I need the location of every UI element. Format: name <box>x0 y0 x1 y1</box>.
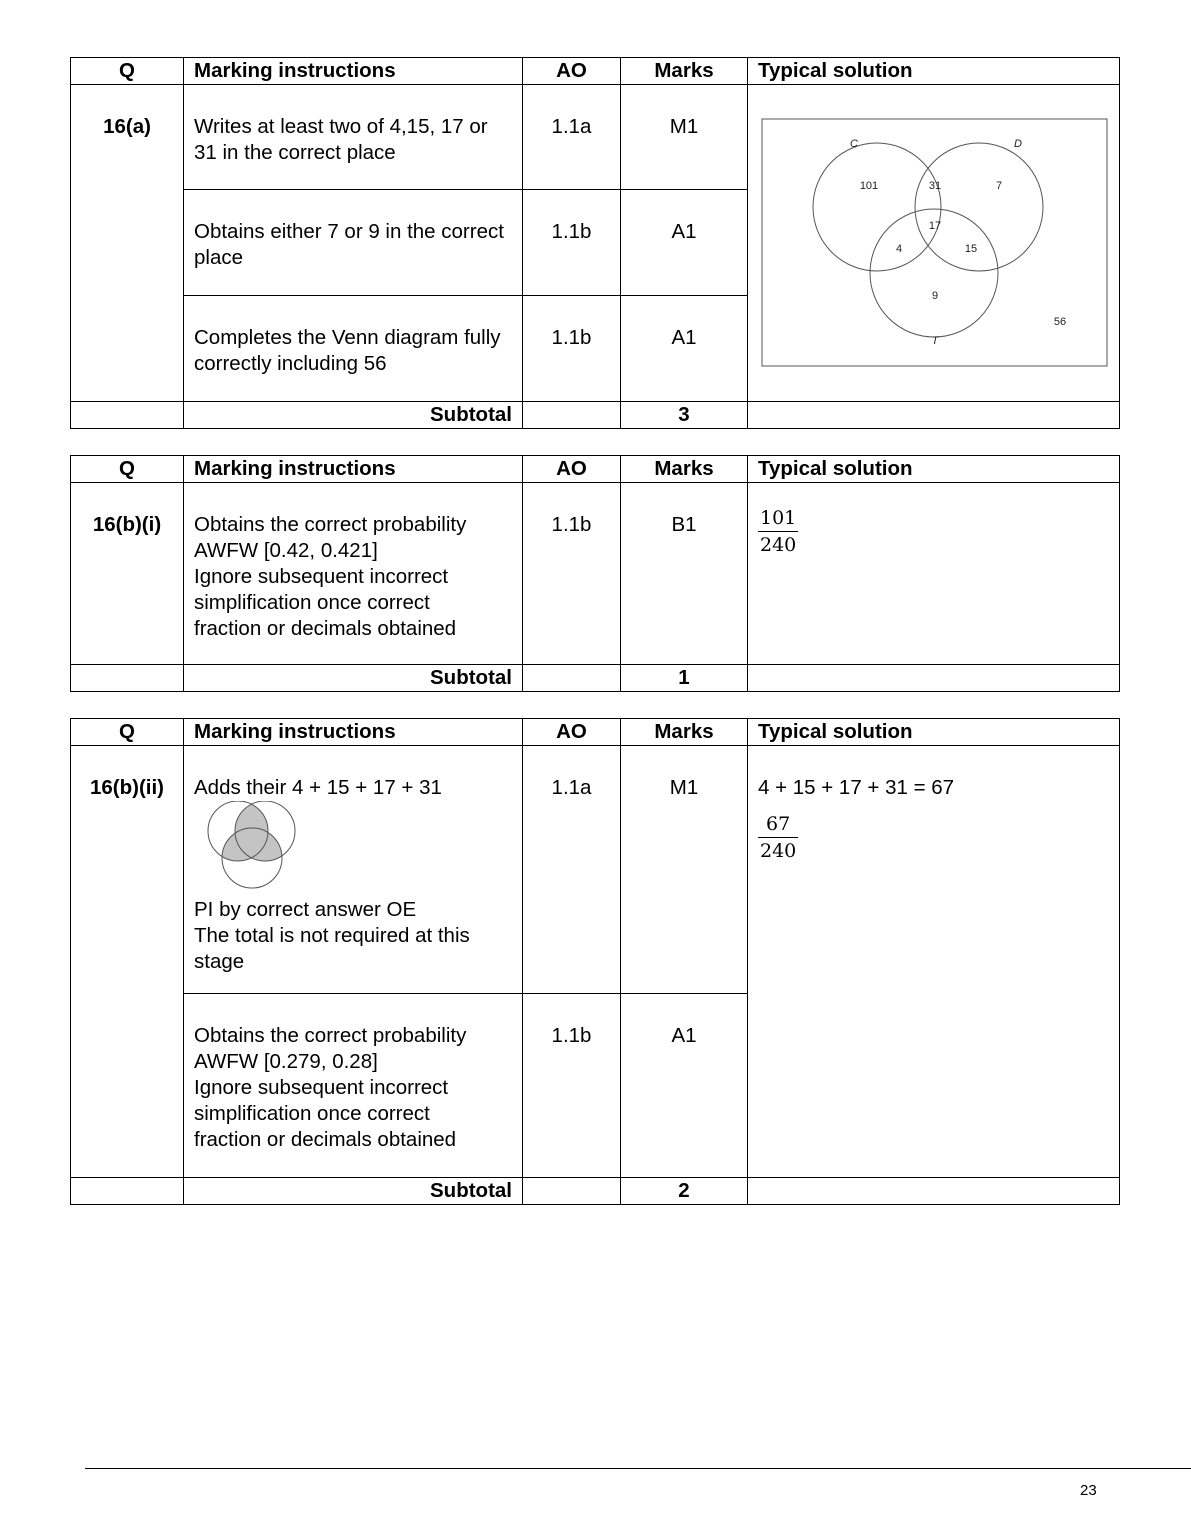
question-number: 16(b)(i) <box>71 483 184 665</box>
shaded-venn-icon <box>198 801 302 893</box>
venn-label-c: C <box>850 138 858 150</box>
venn-value-outside: 56 <box>1053 316 1067 328</box>
subtotal-value: 2 <box>621 1178 748 1205</box>
venn-value-dt: 15 <box>964 243 978 255</box>
header-typical-solution: Typical solution <box>748 58 1120 85</box>
header-ao: AO <box>523 456 621 483</box>
header-ao: AO <box>523 719 621 746</box>
subtotal-label: Subtotal <box>184 402 523 429</box>
marking-instruction: Writes at least two of 4,15, 17 or 31 in the correct place <box>184 85 523 190</box>
question-number: 16(b)(ii) <box>71 746 184 1178</box>
header-marks: Marks <box>621 58 748 85</box>
page-number: 23 <box>1080 1482 1097 1499</box>
header-q: Q <box>71 58 184 85</box>
header-q: Q <box>71 456 184 483</box>
mark-code: M1 <box>621 85 748 190</box>
venn-circle-c <box>813 143 941 271</box>
mark-code: B1 <box>621 483 748 665</box>
header-marks: Marks <box>621 456 748 483</box>
mark-code: M1 <box>621 746 748 994</box>
venn-label-d: D <box>1014 138 1022 150</box>
ao-code: 1.1b <box>523 483 621 665</box>
venn-value-t-only: 9 <box>931 290 939 302</box>
venn-diagram <box>748 85 1116 401</box>
ao-code: 1.1a <box>523 85 621 190</box>
subtotal-value: 1 <box>621 665 748 692</box>
fraction: $\frac{101}{240}$ <box>760 507 797 556</box>
marking-instruction: Obtains the correct probability AWFW [0.279, 0.28] Ignore subsequent incorrect simplification once correct fraction or decimals obtained <box>184 994 523 1178</box>
fraction: $\frac{67}{240}$ <box>760 813 797 862</box>
mark-scheme-table-16a <box>70 57 1120 429</box>
header-q: Q <box>71 719 184 746</box>
mark-code: A1 <box>621 190 748 296</box>
mark-scheme-table-16bi <box>70 455 1120 692</box>
marking-instruction: Completes the Venn diagram fully correctly including 56 <box>184 296 523 402</box>
footer-divider <box>85 1468 1191 1469</box>
mark-code: A1 <box>621 296 748 402</box>
header-marks: Marks <box>621 719 748 746</box>
venn-universe-box <box>762 119 1107 366</box>
question-number: 16(a) <box>71 85 184 402</box>
venn-value-d-only: 7 <box>995 180 1003 192</box>
header-typical-solution: Typical solution <box>748 719 1120 746</box>
marking-instruction: Obtains the correct probability AWFW [0.42, 0.421] Ignore subsequent incorrect simplification once correct fraction or decimals obtained <box>184 483 523 665</box>
subtotal-value: 3 <box>621 402 748 429</box>
ao-code: 1.1b <box>523 994 621 1178</box>
venn-value-c-only: 101 <box>859 180 879 192</box>
marking-instruction: Adds their 4 + 15 + 17 + 31 PI by correct answer OE The total is not required at this stage <box>184 746 523 994</box>
venn-value-cd: 31 <box>928 180 942 192</box>
header-marking-instructions: Marking instructions <box>184 719 523 746</box>
subtotal-label: Subtotal <box>184 1178 523 1205</box>
ao-code: 1.1a <box>523 746 621 994</box>
venn-label-t: T <box>931 335 939 347</box>
marking-instruction: Obtains either 7 or 9 in the correct place <box>184 190 523 296</box>
header-marking-instructions: Marking instructions <box>184 58 523 85</box>
solution-line: 4 + 15 + 17 + 31 = 67 <box>758 776 955 799</box>
typical-solution <box>748 483 1120 665</box>
venn-circle-d <box>915 143 1043 271</box>
mark-code: A1 <box>621 994 748 1178</box>
ao-code: 1.1b <box>523 190 621 296</box>
subtotal-label: Subtotal <box>184 665 523 692</box>
venn-value-ct: 4 <box>895 243 903 255</box>
header-marking-instructions: Marking instructions <box>184 456 523 483</box>
venn-value-cdt: 17 <box>928 220 942 232</box>
typical-solution-venn <box>748 85 1120 402</box>
mark-scheme-table-16bii <box>70 718 1120 1205</box>
ao-code: 1.1b <box>523 296 621 402</box>
header-ao: AO <box>523 58 621 85</box>
header-typical-solution: Typical solution <box>748 456 1120 483</box>
typical-solution <box>748 746 1120 1178</box>
